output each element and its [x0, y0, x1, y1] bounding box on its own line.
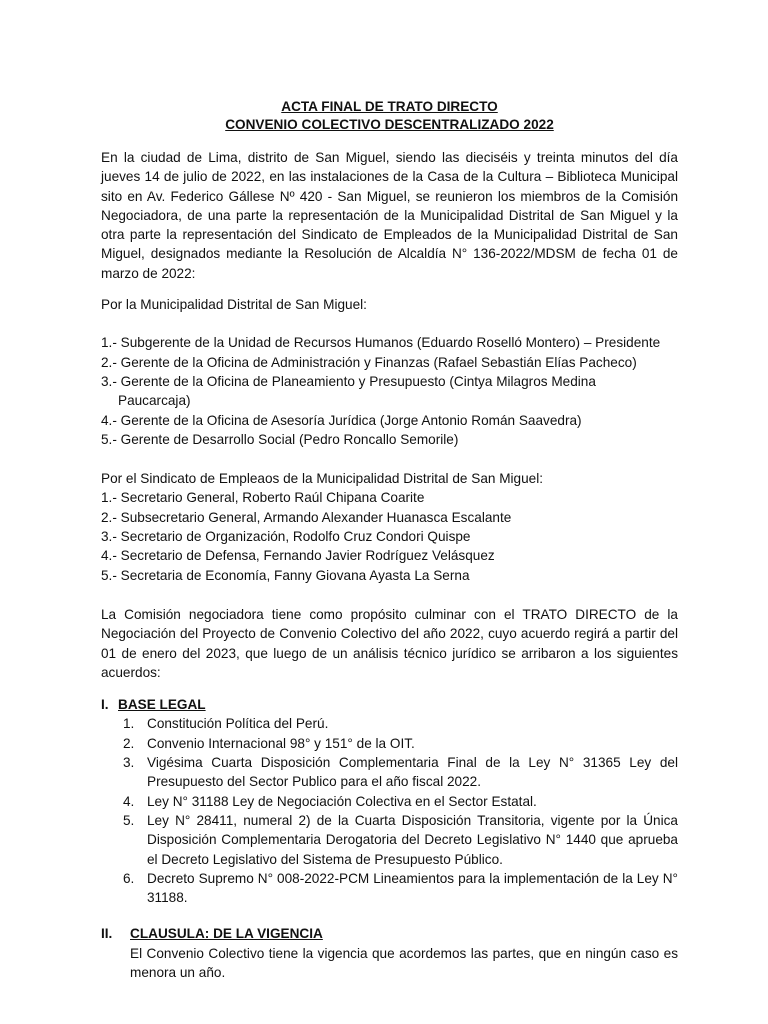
list-item: 4.- Gerente de la Oficina de Asesoría Jurídica (Jorge Antonio Román Saavedra)	[101, 412, 582, 428]
item-text: Convenio Internacional 98° y 151° de la OIT.	[147, 735, 415, 751]
section-title: BASE LEGAL	[118, 697, 206, 713]
section-title: CLAUSULA: DE LA VIGENCIA	[130, 926, 323, 942]
item-text: Decreto Supremo N° 008-2022-PCM Lineamientos para la implementación de la Ley N° 31188.	[147, 870, 678, 906]
vigencia-paragraph: El Convenio Colectivo tiene la vigencia que acordemos las partes, que en ningún caso es menora un año.	[130, 945, 678, 980]
list-item: 4.- Secretario de Defensa, Fernando Javier Rodríguez Velásquez	[101, 548, 495, 564]
document-title-line2: CONVENIO COLECTIVO DESCENTRALIZADO 2022	[225, 117, 554, 132]
list-item	[123, 811, 678, 869]
item-number: 4.	[123, 793, 135, 809]
list-item: 5.- Secretaria de Economía, Fanny Giovana Ayasta La Serna	[101, 567, 470, 583]
item-text: Constitución Política del Perú.	[147, 716, 329, 732]
item-text: Ley N° 31188 Ley de Negociación Colectiva en el Sector Estatal.	[147, 793, 537, 809]
list-item: 3.- Gerente de la Oficina de Planeamiento y Presupuesto (Cintya Milagros Medina	[101, 373, 596, 389]
list-item	[123, 714, 678, 733]
list-item	[123, 734, 678, 753]
municipality-members-list	[101, 333, 678, 449]
section-heading-base-legal	[101, 695, 678, 714]
item-number: 1.	[123, 716, 135, 732]
list-item-continuation: Paucarcaja)	[118, 393, 191, 409]
list-item: 2.- Gerente de la Oficina de Administración y Finanzas (Rafael Sebastián Elías Pacheco)	[101, 354, 637, 370]
section-number: II.	[101, 926, 113, 942]
intro-paragraph: En la ciudad de Lima, distrito de San Miguel, siendo las dieciséis y treinta minutos del día jueves 14 de julio de 2022, en las instalaciones de la Casa de la Cultura – Biblioteca Municipal sito en Av. Federico Gállese Nº 420 - San Miguel, se reunieron los miembros de la Comisión Negociadora, de una parte la representación de la Municipalidad Distrital de San Miguel y la otra parte la representación del Sindicato de Empleados de la Municipalidad Distrital de San Miguel, designados mediante la Resolución de Alcaldía N° 136-2022/MDSM de fecha 01 de marzo de 2022:	[101, 150, 678, 281]
item-number: 5.	[123, 812, 135, 828]
union-heading: Por el Sindicato de Empleaos de la Municipalidad Distrital de San Miguel:	[101, 471, 544, 487]
item-text: Ley N° 28411, numeral 2) de la Cuarta Disposición Transitoria, vigente por la Única Disposición Complementaria Derogatoria del Decreto Legislativo N° 1440 que aprueba el Decreto Legislativo del Sistema de Presupuesto Público.	[147, 812, 678, 867]
section-heading-vigencia	[101, 924, 678, 943]
list-item: 3.- Secretario de Organización, Rodolfo Cruz Condori Quispe	[101, 529, 471, 545]
section-number: I.	[101, 697, 109, 713]
list-item: 2.- Subsecretario General, Armando Alexander Huanasca Escalante	[101, 509, 512, 525]
item-text: Vigésima Cuarta Disposición Complementaria Final de la Ley N° 31365 Ley del Presupuesto del Sector Publico para el año fiscal 2022.	[147, 755, 678, 790]
list-item: 1.- Subgerente de la Unidad de Recursos Humanos (Eduardo Roselló Montero) – Presidente	[101, 335, 661, 351]
municipality-heading: Por la Municipalidad Distrital de San Miguel:	[101, 297, 367, 313]
document-title-line1: ACTA FINAL DE TRATO DIRECTO	[281, 99, 498, 114]
purpose-paragraph: La Comisión negociadora tiene como propósito culminar con el TRATO DIRECTO de la Negociación del Proyecto de Convenio Colectivo del año 2022, cuyo acuerdo regirá a partir del 01 de enero del 2023, que luego de un análisis técnico jurídico se arribaron a los siguientes acuerdos:	[101, 606, 678, 680]
legal-basis-list	[101, 714, 678, 907]
item-number: 6.	[123, 870, 135, 886]
list-item	[123, 792, 678, 811]
union-members-list	[101, 488, 678, 584]
list-item	[123, 869, 678, 908]
list-item	[123, 753, 678, 792]
item-number: 3.	[123, 755, 135, 771]
list-item: 1.- Secretario General, Roberto Raúl Chipana Coarite	[101, 490, 425, 506]
item-number: 2.	[123, 735, 135, 751]
list-item: 5.- Gerente de Desarrollo Social (Pedro Roncallo Semorile)	[101, 431, 459, 447]
